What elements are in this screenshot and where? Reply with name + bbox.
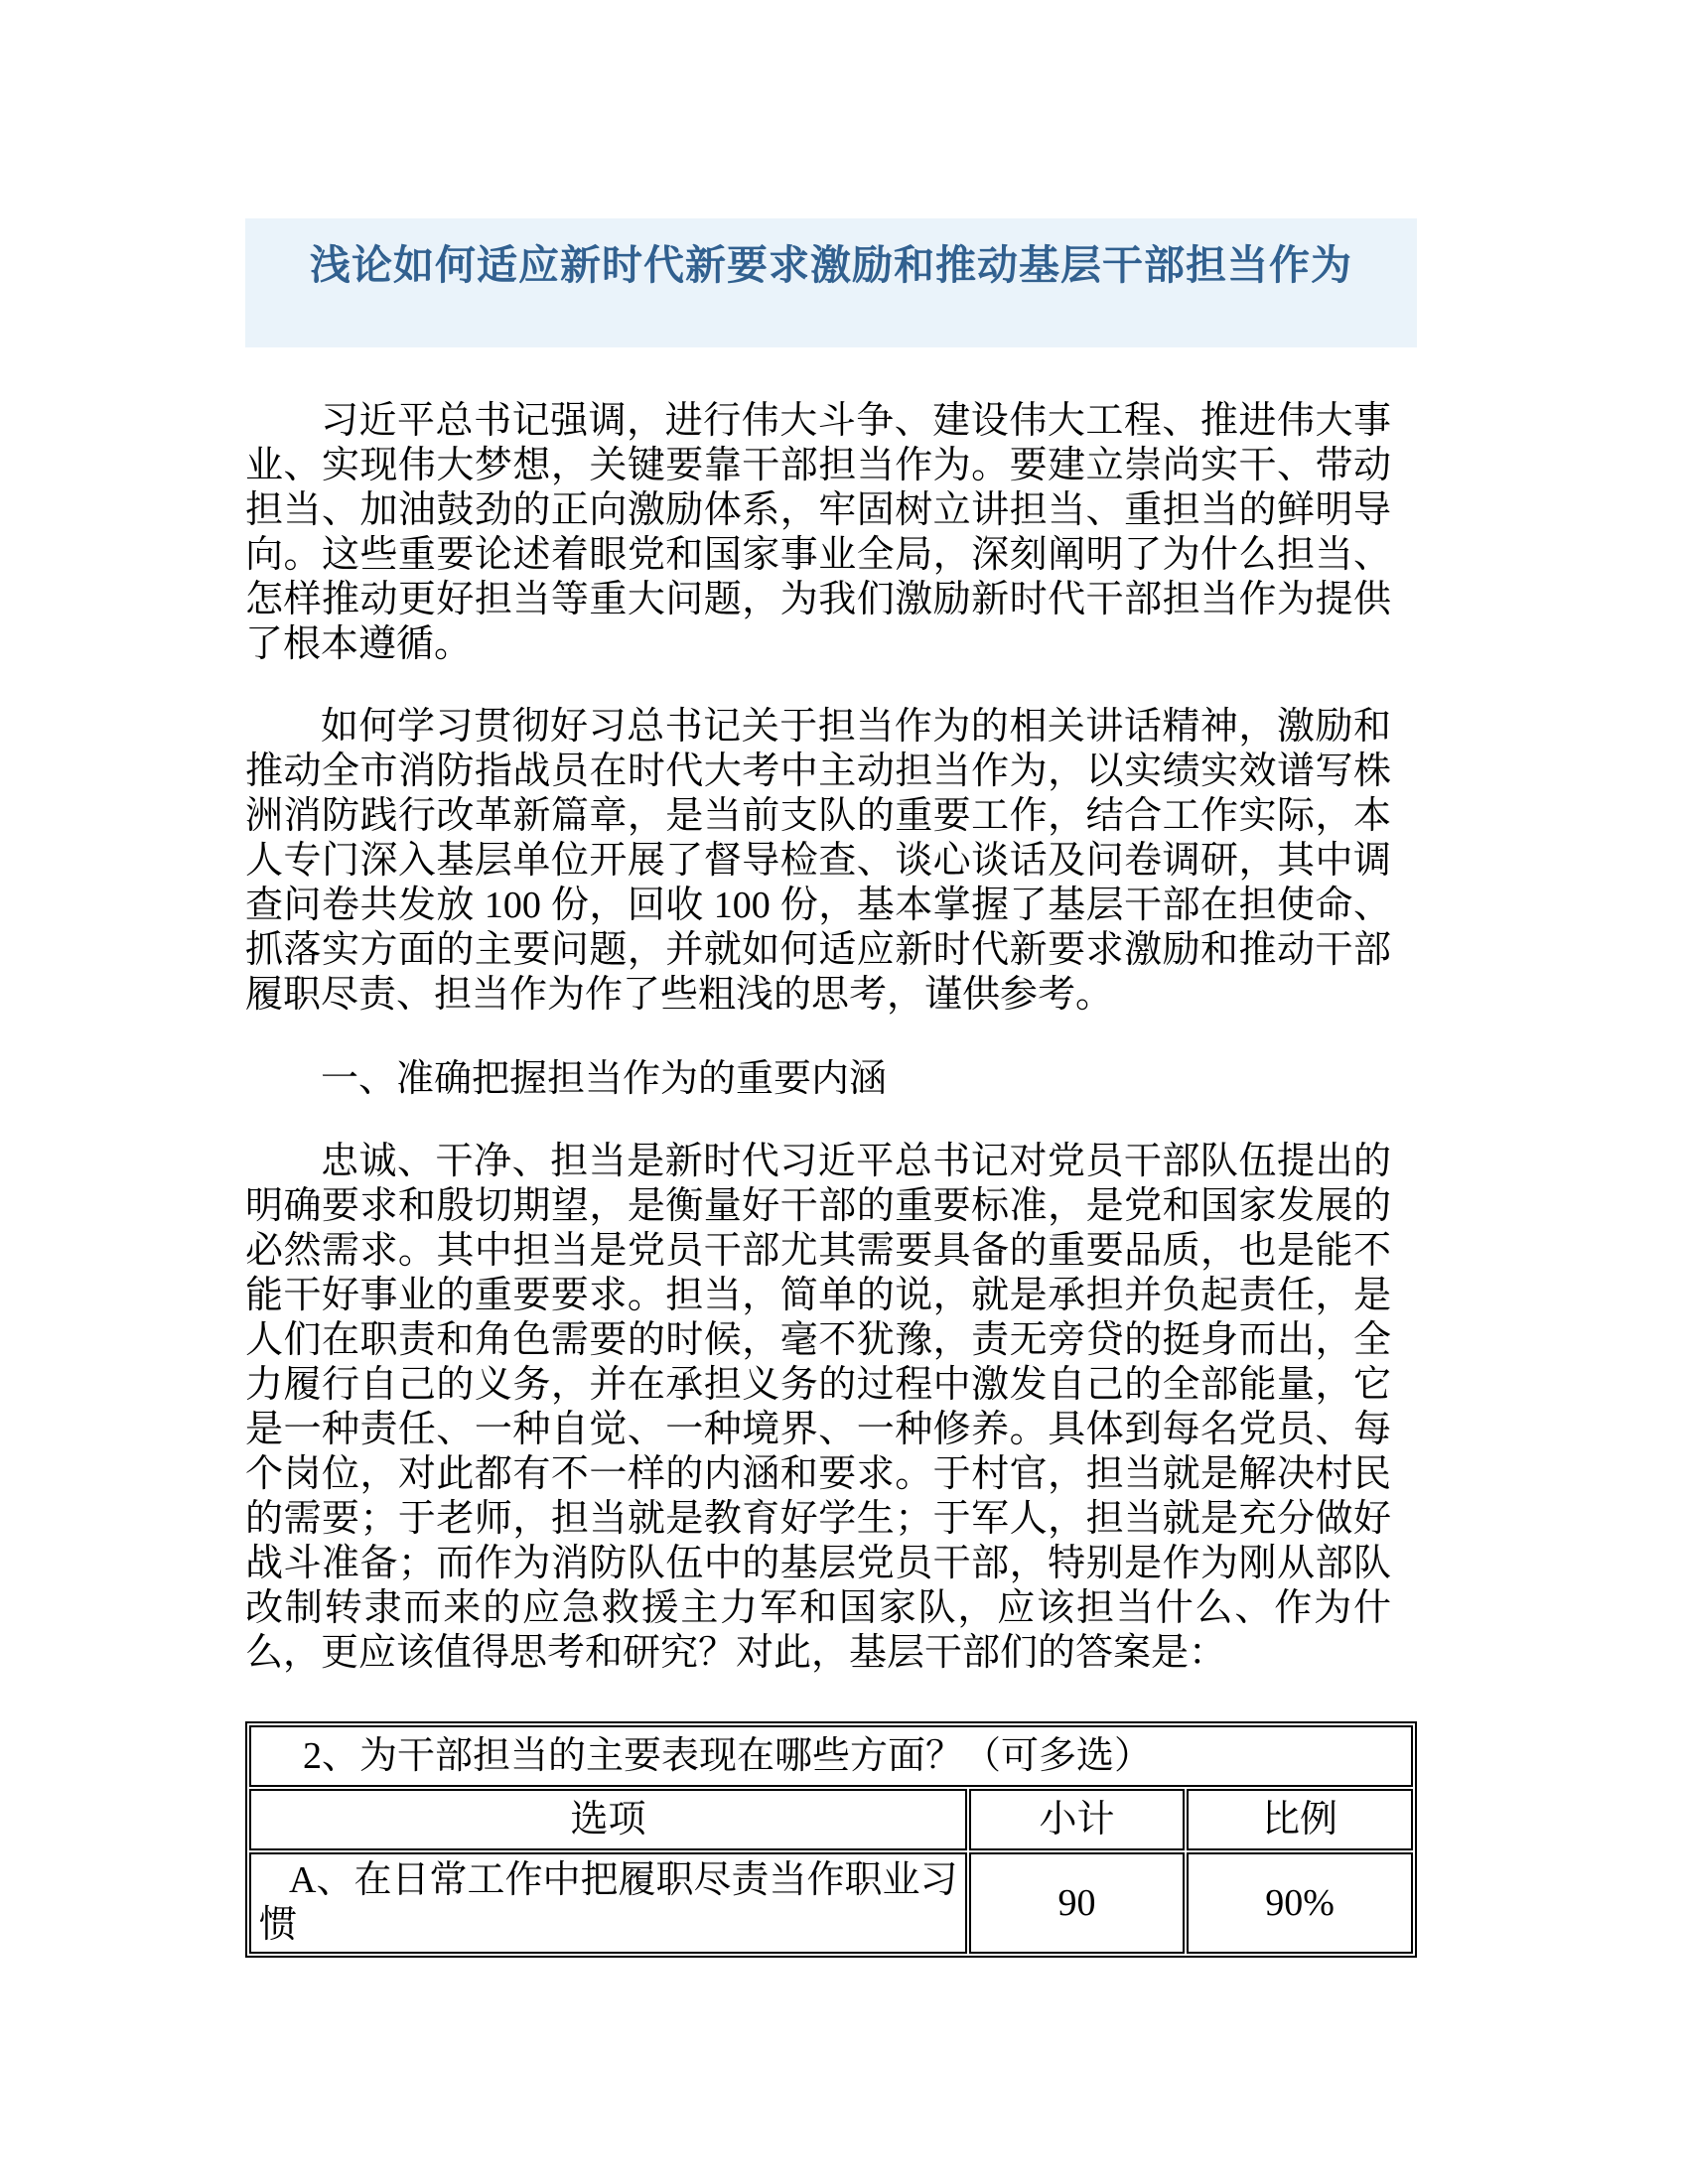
paragraph-2: 如何学习贯彻好习总书记关于担当作为的相关讲话精神，激励和推动全市消防指战员在时代大考中主动担当作为，以实绩实效谱写株洲消防践行改革新篇章，是当前支队的重要工作，结合工作实际，本人专门深入基层单位开展了督导检查、谈心谈话及问卷调研，其中调查问卷共发放 100 份，回收 100 份，基本掌握了基层干部在担使命、抓落实方面的主要问题，并就如何适应新时代新要求激励和推动干部履职尽责、担当作为作了些粗浅的思考，谨供参考。 xyxy=(245,706,1391,1016)
table-cell-count: 90 xyxy=(969,1852,1185,1954)
table-question: 2、为干部担当的主要表现在哪些方面？（可多选） xyxy=(249,1725,1413,1787)
table-row xyxy=(249,1852,1413,1954)
col-header-count: 小计 xyxy=(969,1789,1185,1850)
survey-table xyxy=(245,1721,1417,1958)
col-header-option: 选项 xyxy=(249,1789,967,1850)
table-cell-option: A、在日常工作中把履职尽责当作职业习惯 xyxy=(249,1852,967,1954)
col-header-ratio: 比例 xyxy=(1187,1789,1413,1850)
table-question-row xyxy=(249,1725,1413,1787)
document-title: 浅论如何适应新时代新要求激励和推动基层干部担当作为 xyxy=(310,242,1352,288)
section-heading: 一、准确把握担当作为的重要内涵 xyxy=(321,1058,888,1100)
document-title-banner xyxy=(245,218,1417,347)
paragraph-3: 忠诚、干净、担当是新时代习近平总书记对党员干部队伍提出的明确要求和殷切期望，是衡量好干部的重要标准，是党和国家发展的必然需求。其中担当是党员干部尤其需要具备的重要品质，也是能不能干好事业的重要要求。担当，简单的说，就是承担并负起责任，是人们在职责和角色需要的时候，毫不犹豫，责无旁贷的挺身而出，全力履行自己的义务，并在承担义务的过程中激发自己的全部能量，它是一种责任、一种自觉、一种境界、一种修养。具体到每名党员、每个岗位，对此都有不一样的内涵和要求。于村官，担当就是解决村民的需要；于老师，担当就是教育好学生；于军人，担当就是充分做好战斗准备；而作为消防队伍中的基层党员干部，特别是作为刚从部队改制转隶而来的应急救援主力军和国家队，应该担当什么、作为什么，更应该值得思考和研究？对此，基层干部们的答案是： xyxy=(245,1141,1391,1674)
document-content xyxy=(245,218,1417,1958)
table-cell-ratio: 90% xyxy=(1187,1852,1413,1954)
table-header-row xyxy=(249,1789,1413,1850)
paragraph-1: 习近平总书记强调，进行伟大斗争、建设伟大工程、推进伟大事业、实现伟大梦想，关键要靠干部担当作为。要建立崇尚实干、带动担当、加油鼓劲的正向激励体系，牢固树立讲担当、重担当的鲜明导向。这些重要论述着眼党和国家事业全局，深刻阐明了为什么担当、怎样推动更好担当等重大问题，为我们激励新时代干部担当作为提供了根本遵循。 xyxy=(245,400,1391,665)
